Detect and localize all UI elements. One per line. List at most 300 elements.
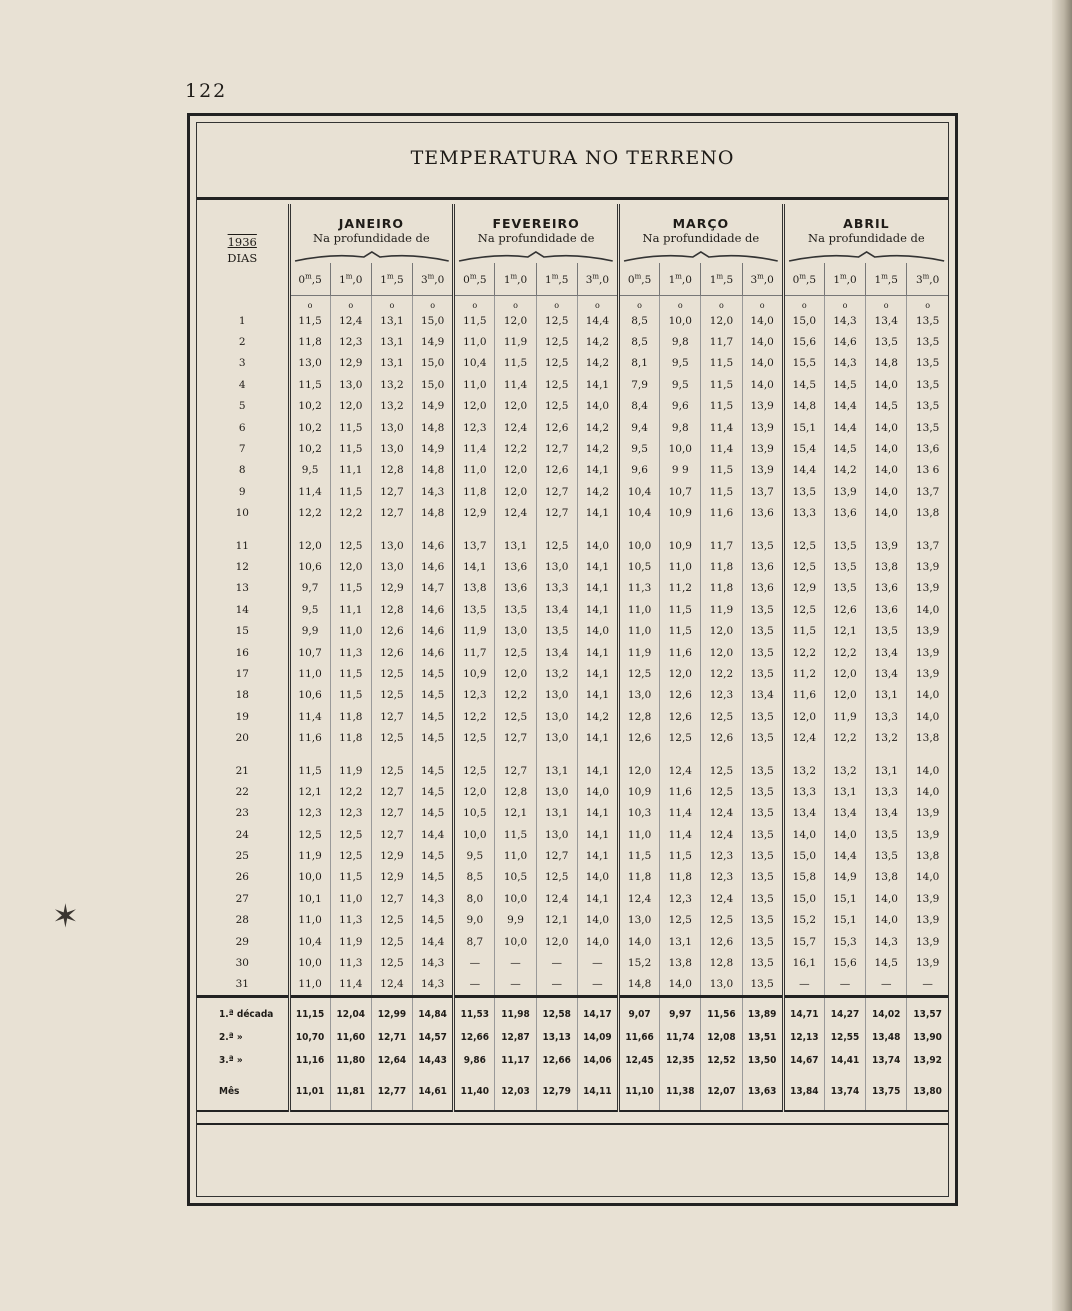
temperature-value: 10,5 <box>495 867 536 888</box>
depth-brace <box>454 251 619 263</box>
temperature-value: 12,7 <box>371 481 412 502</box>
temperature-value: — <box>577 952 618 973</box>
summary-value: 9,07 <box>619 997 660 1027</box>
table-row <box>197 685 948 706</box>
temperature-value: — <box>495 974 536 997</box>
temperature-value: 14,0 <box>907 781 948 802</box>
temperature-value: 13,9 <box>907 824 948 845</box>
temperature-value: 12,5 <box>783 599 824 620</box>
table-row <box>197 760 948 781</box>
temperature-value: 12,3 <box>454 417 495 438</box>
temperature-value: 12,1 <box>536 910 577 931</box>
temperature-value: 13,5 <box>907 353 948 374</box>
depth-header <box>330 263 371 296</box>
temperature-value: 13,1 <box>371 310 412 331</box>
temperature-value: 14,0 <box>660 974 701 997</box>
temperature-value: 14,0 <box>824 824 865 845</box>
temperature-value: 13,2 <box>536 663 577 684</box>
temperature-value: 11,8 <box>701 578 742 599</box>
depth-label: 1$^m$,5 <box>545 272 569 286</box>
temperature-value: 13,5 <box>742 824 783 845</box>
gap-cell <box>866 749 907 760</box>
temperature-value: 11,8 <box>330 727 371 748</box>
temperature-value: 11,8 <box>454 481 495 502</box>
temperature-value: 13,5 <box>866 824 907 845</box>
temperature-value: 13,8 <box>454 578 495 599</box>
temperature-value: 11,9 <box>495 331 536 352</box>
temperature-value: 9,8 <box>660 331 701 352</box>
temperature-value: 13,8 <box>866 867 907 888</box>
depth-header <box>454 263 495 296</box>
temperature-value: 9,0 <box>454 910 495 931</box>
temperature-value: 14,4 <box>577 310 618 331</box>
temperature-value: 12,7 <box>536 503 577 524</box>
temperature-value: 12,2 <box>330 503 371 524</box>
month-name-4: ABRIL <box>783 204 948 231</box>
depth-header <box>866 263 907 296</box>
temperature-value: 15,8 <box>783 867 824 888</box>
temperature-value: 11,6 <box>660 642 701 663</box>
day-number: 26 <box>235 871 249 884</box>
temperature-value: 13,0 <box>619 685 660 706</box>
temperature-value: 11,7 <box>454 642 495 663</box>
temperature-value: 14,0 <box>907 706 948 727</box>
temperature-value: 10,0 <box>660 310 701 331</box>
depth-header <box>742 263 783 296</box>
temperature-value: 13,2 <box>866 727 907 748</box>
temperature-value: 14,0 <box>866 910 907 931</box>
temperature-value: 15,1 <box>824 888 865 909</box>
temperature-value: 13,5 <box>742 931 783 952</box>
temperature-value: 12,5 <box>536 374 577 395</box>
temperature-value: 11,5 <box>330 685 371 706</box>
temperature-value: 12,3 <box>701 685 742 706</box>
temperature-value: 12,2 <box>783 642 824 663</box>
temperature-value: 13,8 <box>907 727 948 748</box>
temperature-value: 14,2 <box>577 353 618 374</box>
day-number: 28 <box>235 914 249 927</box>
summary-value: 12,04 <box>330 997 371 1027</box>
temperature-value: 12,5 <box>619 663 660 684</box>
temperature-value: 13,5 <box>495 599 536 620</box>
gap-cell <box>660 524 701 535</box>
temperature-value: 14,0 <box>907 867 948 888</box>
depth-label: 1$^m$,5 <box>709 272 734 286</box>
temperature-value: 14,2 <box>577 331 618 352</box>
temperature-value: 9,5 <box>619 438 660 459</box>
table-row <box>197 535 948 556</box>
summary-value: 14,57 <box>413 1026 454 1049</box>
brace-decoration <box>291 251 453 263</box>
temperature-value: 13,9 <box>907 931 948 952</box>
temperature-value: 12,4 <box>701 888 742 909</box>
day-number: 17 <box>235 667 249 680</box>
temperature-value: 10,0 <box>289 867 330 888</box>
summary-value: 14,84 <box>413 997 454 1027</box>
temperature-value: 12,6 <box>701 727 742 748</box>
temperature-value: 13,6 <box>742 556 783 577</box>
temperature-value: 12,9 <box>371 845 412 866</box>
temperature-value: 12,1 <box>824 620 865 641</box>
temperature-value: 13,5 <box>536 620 577 641</box>
temperature-value: 11,5 <box>330 481 371 502</box>
temperature-value: — <box>907 974 948 997</box>
temperature-value: 11,2 <box>660 578 701 599</box>
temperature-value: 14,3 <box>866 931 907 952</box>
depth-header <box>495 263 536 296</box>
temperature-value: 13,2 <box>783 760 824 781</box>
summary-value: 12,45 <box>619 1049 660 1072</box>
gap-cell <box>197 749 289 760</box>
temperature-value: 11,5 <box>701 353 742 374</box>
temperature-value: 12,5 <box>371 727 412 748</box>
table-row <box>197 374 948 395</box>
summary-value: 12,79 <box>536 1072 577 1111</box>
temperature-value: 12,6 <box>701 931 742 952</box>
temperature-value: 13,5 <box>742 910 783 931</box>
gap-cell <box>330 749 371 760</box>
temperature-value: 12,3 <box>330 803 371 824</box>
temperature-value: 11,4 <box>330 974 371 997</box>
temperature-value: 13,7 <box>907 535 948 556</box>
temperature-value: 11,6 <box>289 727 330 748</box>
temperature-value: 14,5 <box>866 396 907 417</box>
temperature-value: 14,0 <box>577 781 618 802</box>
year-days-cell <box>197 204 289 296</box>
temperature-value: 10,0 <box>289 952 330 973</box>
gap-cell <box>413 524 454 535</box>
temperature-value: 8,0 <box>454 888 495 909</box>
table-row <box>197 481 948 502</box>
summary-value: 12,58 <box>536 997 577 1027</box>
day-number: 8 <box>238 464 246 477</box>
temperature-value: 13,0 <box>371 535 412 556</box>
star-mark-icon: ✶ <box>52 897 79 935</box>
temperature-value: 11,1 <box>330 460 371 481</box>
degree-mark: o <box>619 296 660 311</box>
depth-row <box>197 263 948 296</box>
summary-value: 14,27 <box>824 997 865 1027</box>
temperature-value: 11,0 <box>660 556 701 577</box>
temperature-value: 14,5 <box>413 760 454 781</box>
temperature-value: 11,5 <box>701 374 742 395</box>
depth-label: 3$^m$,0 <box>585 272 610 286</box>
temperature-value: 7,9 <box>619 374 660 395</box>
temperature-value: 13,0 <box>701 974 742 997</box>
temperature-value: 13,9 <box>824 481 865 502</box>
temperature-value: 11,0 <box>289 910 330 931</box>
temperature-value: 14,5 <box>413 910 454 931</box>
table-row <box>197 438 948 459</box>
temperature-value: 13,3 <box>866 706 907 727</box>
temperature-value: 13,0 <box>536 685 577 706</box>
table-row <box>197 845 948 866</box>
temperature-value: 11,9 <box>330 931 371 952</box>
temperature-value: 12,5 <box>289 824 330 845</box>
temperature-value: 12,3 <box>701 867 742 888</box>
gap-cell <box>660 749 701 760</box>
temperature-value: 14,5 <box>413 727 454 748</box>
temperature-value: 12,0 <box>619 760 660 781</box>
temperature-value: 11,0 <box>454 374 495 395</box>
table-row <box>197 781 948 802</box>
temperature-value: 12,2 <box>454 706 495 727</box>
temperature-value: 13,1 <box>536 760 577 781</box>
temperature-value: 12,5 <box>536 867 577 888</box>
table-row <box>197 663 948 684</box>
temperature-value: 13,5 <box>742 642 783 663</box>
temperature-value: 14,5 <box>413 867 454 888</box>
temperature-value: 14,9 <box>413 331 454 352</box>
temperature-value: 13,8 <box>907 845 948 866</box>
day-cell <box>197 296 289 311</box>
temperature-value: 12,5 <box>330 824 371 845</box>
temperature-value: 11,5 <box>660 620 701 641</box>
gap-cell <box>289 749 330 760</box>
temperature-value: 11,4 <box>289 706 330 727</box>
depth-header <box>619 263 660 296</box>
temperature-value: 11,4 <box>701 417 742 438</box>
day-number: 22 <box>235 785 249 798</box>
day-number: 21 <box>235 764 249 777</box>
temperature-value: 11,2 <box>783 663 824 684</box>
temperature-value: 13,5 <box>742 974 783 997</box>
temperature-value: 12,5 <box>701 910 742 931</box>
temperature-value: 14,0 <box>866 460 907 481</box>
day-number: 18 <box>235 689 249 702</box>
temperature-value: 13,5 <box>742 845 783 866</box>
gap-cell <box>783 524 824 535</box>
degree-mark: o <box>577 296 618 311</box>
summary-value: 14,43 <box>413 1049 454 1072</box>
temperature-value: 12,6 <box>371 642 412 663</box>
temperature-value: 13,3 <box>536 578 577 599</box>
temperature-value: 11,0 <box>619 599 660 620</box>
temperature-value: 10,6 <box>289 556 330 577</box>
temperature-value: 12,5 <box>536 396 577 417</box>
temperature-value: 13,5 <box>866 845 907 866</box>
temperature-value: 15,4 <box>783 438 824 459</box>
temperature-value: 14,5 <box>413 685 454 706</box>
day-number: 10 <box>235 507 249 520</box>
temperature-value: 13,0 <box>536 781 577 802</box>
temperature-value: 9,5 <box>660 374 701 395</box>
temperature-value: 14,5 <box>413 781 454 802</box>
temperature-value: 14,1 <box>577 685 618 706</box>
depth-label: 0$^m$,5 <box>792 272 817 286</box>
temperature-value: 12,5 <box>783 535 824 556</box>
temperature-value: 9,6 <box>619 460 660 481</box>
summary-row <box>197 1026 948 1049</box>
temperature-value: 13,5 <box>907 396 948 417</box>
temperature-value: 11,5 <box>454 310 495 331</box>
depth-label: 0$^m$,5 <box>298 272 322 286</box>
decade-gap <box>197 524 948 535</box>
temperature-value: 13,4 <box>866 642 907 663</box>
temperature-value: 13,2 <box>371 396 412 417</box>
temperature-value: 13,0 <box>536 556 577 577</box>
temperature-value: 13,5 <box>907 417 948 438</box>
summary-value: 12,87 <box>495 1026 536 1049</box>
summary-value: 12,35 <box>660 1049 701 1072</box>
temperature-value: 14,1 <box>577 760 618 781</box>
degree-row <box>197 296 948 311</box>
temperature-value: 13,6 <box>866 599 907 620</box>
year-label: 1936 <box>227 234 257 249</box>
summary-value: 11,66 <box>619 1026 660 1049</box>
summary-value: 11,40 <box>454 1072 495 1111</box>
temperature-value: 12,0 <box>330 556 371 577</box>
temperature-value: 10,4 <box>454 353 495 374</box>
summary-value: 14,17 <box>577 997 618 1027</box>
degree-mark: o <box>824 296 865 311</box>
depth-header <box>907 263 948 296</box>
temperature-value: 12,7 <box>371 706 412 727</box>
temperature-value: 12,7 <box>371 803 412 824</box>
day-number: 23 <box>235 807 249 820</box>
summary-value: 13,50 <box>742 1049 783 1072</box>
temperature-value: 9,8 <box>660 417 701 438</box>
temperature-value: 11,5 <box>495 824 536 845</box>
temperature-value: 13,9 <box>907 578 948 599</box>
table-row <box>197 706 948 727</box>
temperature-value: 12,7 <box>536 481 577 502</box>
temperature-value: 15,7 <box>783 931 824 952</box>
temperature-value: 15,2 <box>619 952 660 973</box>
gap-cell <box>371 749 412 760</box>
day-number: 11 <box>235 539 249 552</box>
temperature-value: 15,2 <box>783 910 824 931</box>
temperature-value: 12,7 <box>495 760 536 781</box>
temperature-value: 14,1 <box>577 460 618 481</box>
gap-cell <box>907 524 948 535</box>
temperature-value: 15,6 <box>824 952 865 973</box>
day-number: 14 <box>235 603 249 616</box>
temperature-value: 13,0 <box>536 824 577 845</box>
temperature-value: 13,9 <box>907 910 948 931</box>
table-row <box>197 556 948 577</box>
degree-mark: o <box>330 296 371 311</box>
table-row <box>197 599 948 620</box>
summary-value: 12,55 <box>824 1026 865 1049</box>
summary-label: 3.ª » <box>219 1055 243 1067</box>
gap-cell <box>783 749 824 760</box>
temperature-value: 14,8 <box>866 353 907 374</box>
brace-decoration <box>455 251 617 263</box>
depth-label: 1$^m$,5 <box>380 272 404 286</box>
temperature-value: 14,0 <box>742 331 783 352</box>
depth-header <box>371 263 412 296</box>
temperature-value: 11,5 <box>289 760 330 781</box>
table-row <box>197 353 948 374</box>
temperature-value: — <box>536 952 577 973</box>
temperature-value: 12,6 <box>619 727 660 748</box>
temperature-value: 13,5 <box>866 620 907 641</box>
temperature-value: 13,0 <box>289 353 330 374</box>
temperature-value: 12,5 <box>536 353 577 374</box>
temperature-value: 11,4 <box>660 803 701 824</box>
temperature-value: 14,0 <box>907 760 948 781</box>
temperature-value: 12,6 <box>536 417 577 438</box>
temperature-value: 12,8 <box>371 460 412 481</box>
temperature-value: 14,5 <box>413 663 454 684</box>
day-number: 1 <box>238 314 246 327</box>
temperature-value: 12,6 <box>660 685 701 706</box>
gap-cell <box>824 524 865 535</box>
temperature-value: 13,5 <box>454 599 495 620</box>
temperature-value: 11,9 <box>824 706 865 727</box>
summary-label: 2.ª » <box>219 1032 243 1044</box>
temperature-value: 13,1 <box>371 331 412 352</box>
temperature-value: 12,2 <box>289 503 330 524</box>
temperature-value: 11,5 <box>660 845 701 866</box>
day-number: 24 <box>235 828 249 841</box>
temperature-value: 10,1 <box>289 888 330 909</box>
temperature-value: 11,5 <box>619 845 660 866</box>
temperature-value: 12,3 <box>701 845 742 866</box>
temperature-value: 14,0 <box>783 824 824 845</box>
temperature-value: — <box>783 974 824 997</box>
temperature-value: 14,4 <box>824 396 865 417</box>
temperature-value: 16,1 <box>783 952 824 973</box>
summary-value: 13,75 <box>866 1072 907 1111</box>
temperature-value: 12,6 <box>536 460 577 481</box>
summary-value: 14,71 <box>783 997 824 1027</box>
temperature-value: 14,8 <box>783 396 824 417</box>
summary-value: 11,53 <box>454 997 495 1027</box>
temperature-value: 13,9 <box>907 620 948 641</box>
summary-value: 9,86 <box>454 1049 495 1072</box>
temperature-value: 13,3 <box>783 781 824 802</box>
temperature-value: 13,5 <box>907 331 948 352</box>
temperature-value: 12,7 <box>371 781 412 802</box>
temperature-table <box>197 204 948 1112</box>
temperature-value: 13,5 <box>824 578 865 599</box>
temperature-value: 10,0 <box>495 931 536 952</box>
summary-value: 12,77 <box>371 1072 412 1111</box>
temperature-value: 12,5 <box>660 727 701 748</box>
temperature-value: 14,0 <box>742 310 783 331</box>
temperature-value: 12,7 <box>495 727 536 748</box>
temperature-value: 12,5 <box>371 910 412 931</box>
summary-value: 12,07 <box>701 1072 742 1111</box>
day-number: 3 <box>238 357 246 370</box>
temperature-value: — <box>536 974 577 997</box>
temperature-value: 11,5 <box>701 460 742 481</box>
temperature-value: 13,1 <box>371 353 412 374</box>
temperature-value: 14,5 <box>824 374 865 395</box>
decade-gap <box>197 749 948 760</box>
temperature-value: 12,3 <box>660 888 701 909</box>
temperature-value: 12,5 <box>701 760 742 781</box>
temperature-value: 10,4 <box>619 503 660 524</box>
table-row <box>197 503 948 524</box>
temperature-value: 13,4 <box>866 803 907 824</box>
temperature-value: 14,5 <box>413 706 454 727</box>
summary-value: 13,63 <box>742 1072 783 1111</box>
temperature-value: — <box>866 974 907 997</box>
temperature-value: 13,5 <box>783 481 824 502</box>
day-number: 27 <box>235 892 249 905</box>
summary-value: 12,71 <box>371 1026 412 1049</box>
temperature-value: 12,0 <box>536 931 577 952</box>
depth-label: 1$^m$,0 <box>503 272 528 286</box>
temperature-value: 14,8 <box>413 417 454 438</box>
day-number: 20 <box>235 732 249 745</box>
temperature-value: — <box>454 974 495 997</box>
temperature-value: — <box>824 974 865 997</box>
gap-cell <box>577 749 618 760</box>
